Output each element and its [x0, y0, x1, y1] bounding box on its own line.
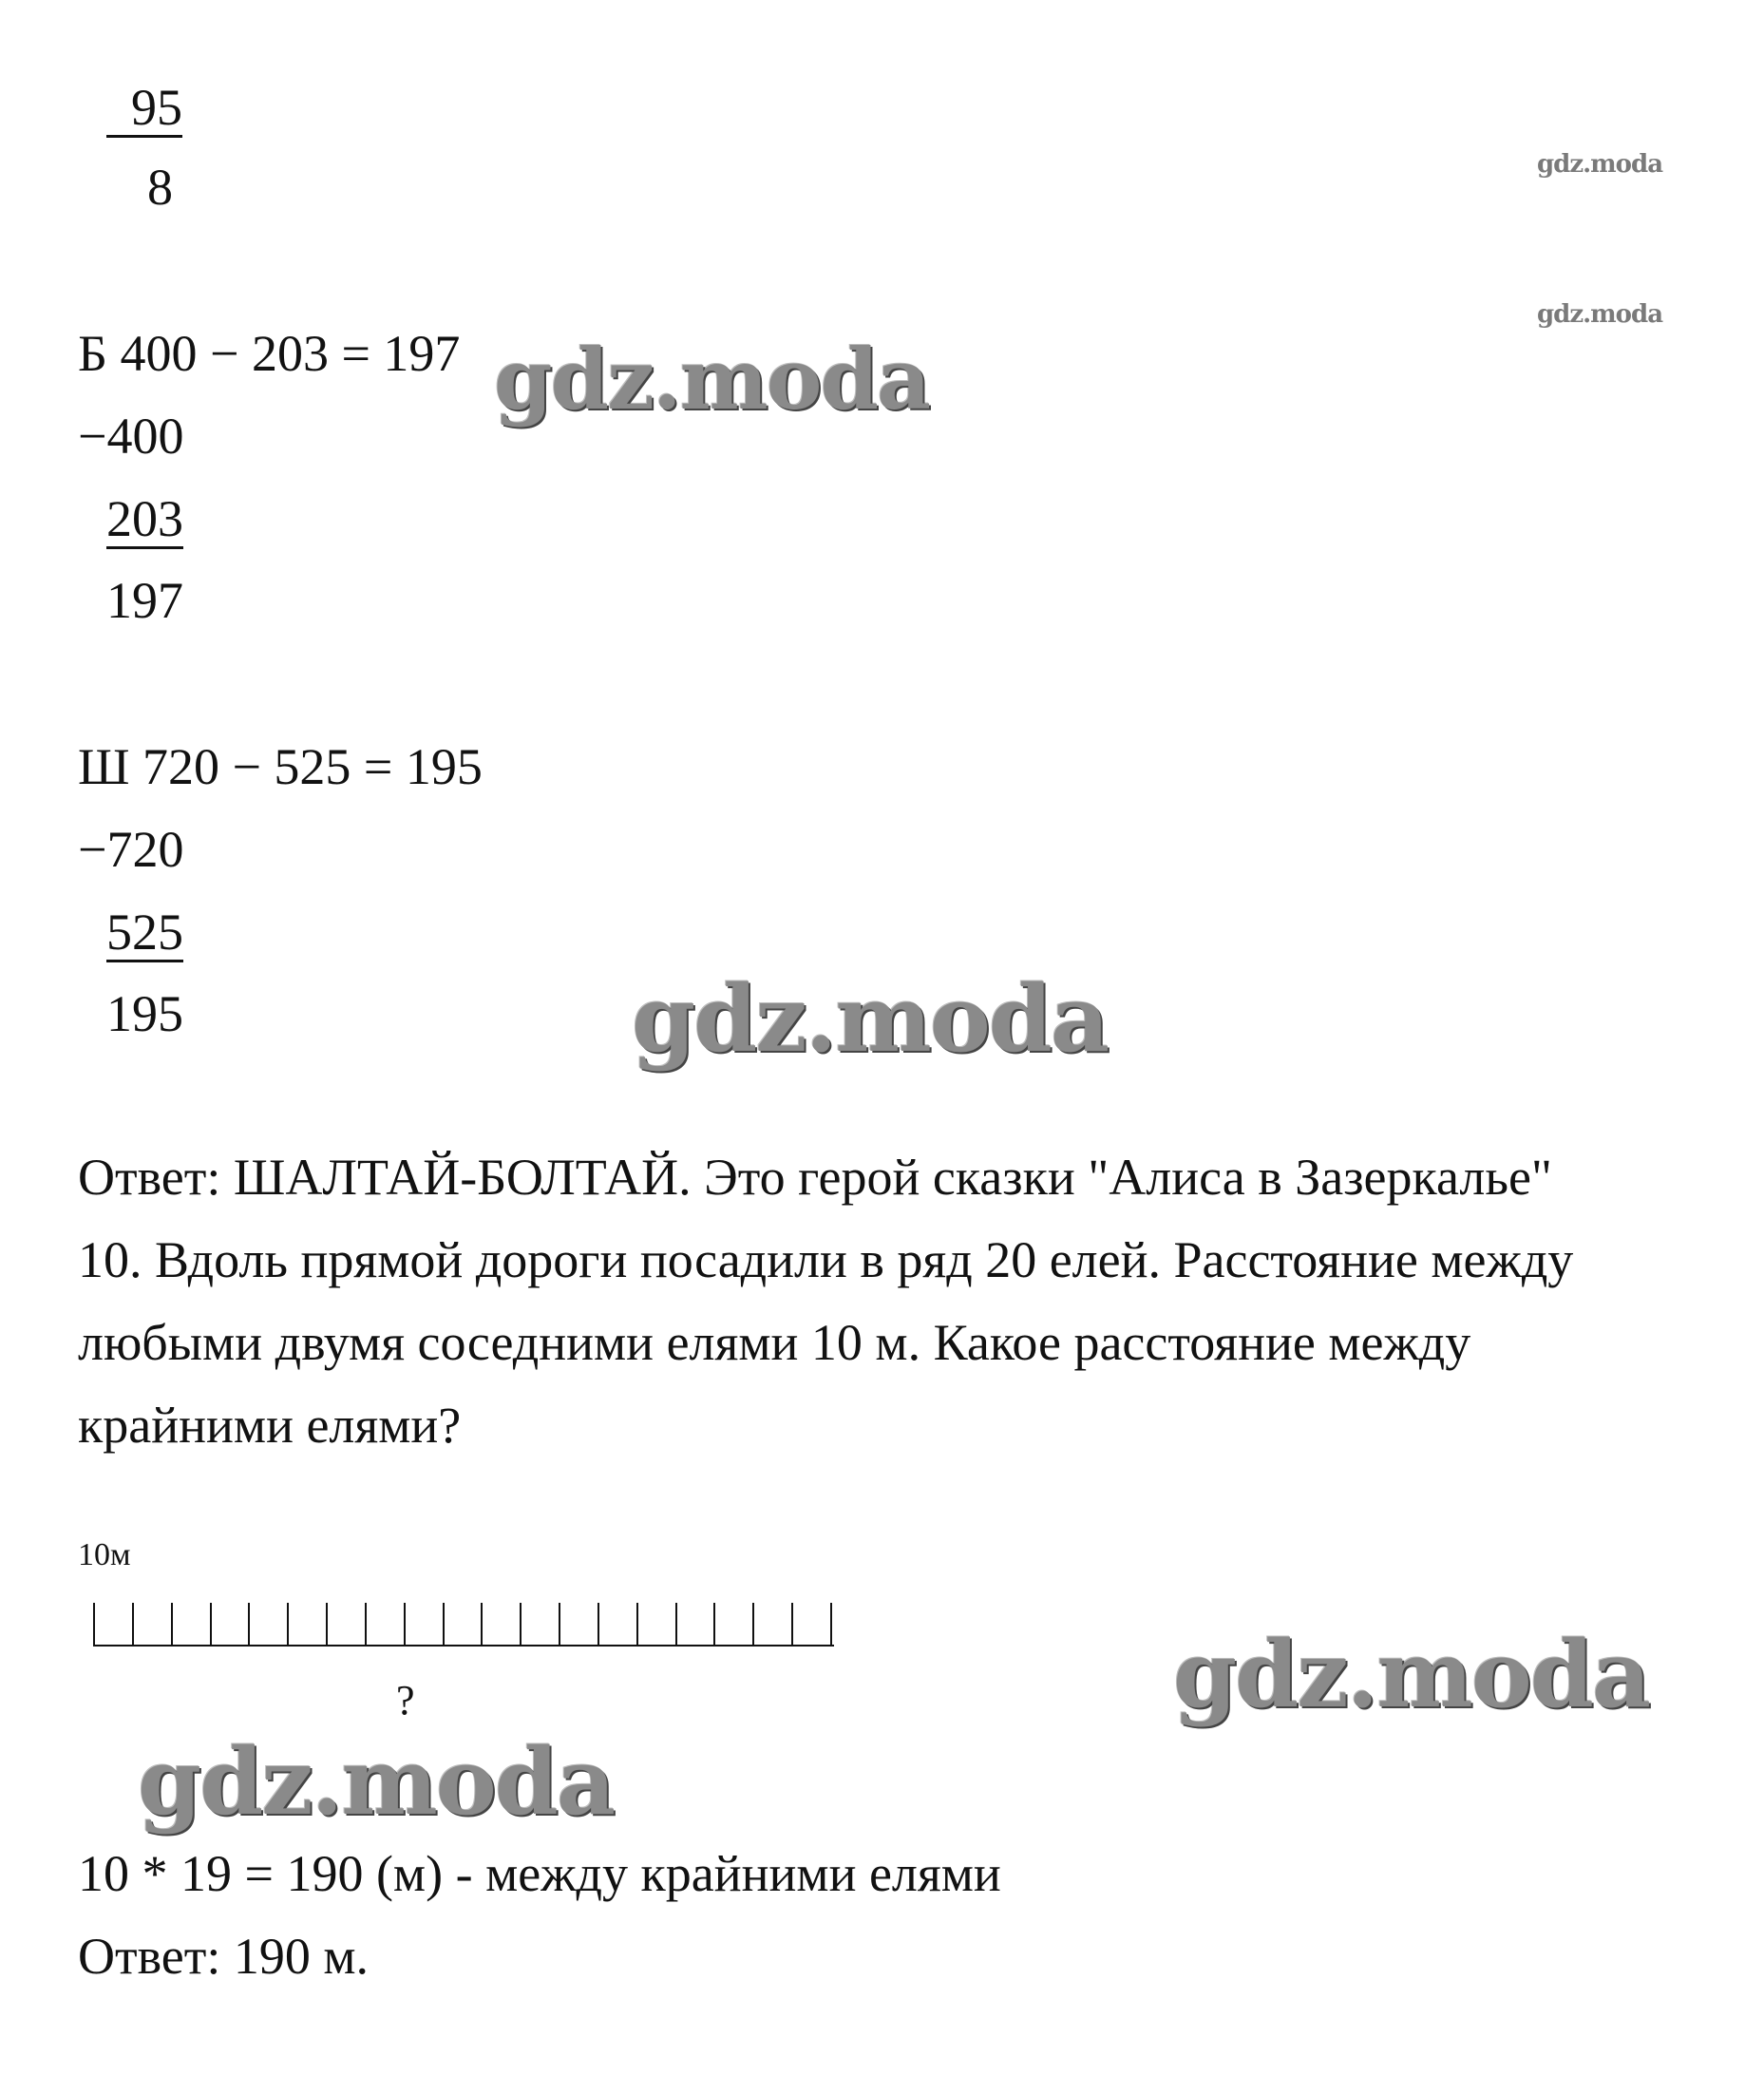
calc-b-minuend: −400: [78, 408, 184, 465]
tree-tick: [559, 1603, 560, 1647]
tree-tick: [481, 1603, 483, 1647]
solution-line: 10 * 19 = 190 (м) - между крайними елями: [78, 1845, 1001, 1902]
answer-riddle: Ответ: ШАЛТАЙ-БОЛТАЙ. Это герой сказки "Алиса в Зазеркалье": [78, 1149, 1552, 1206]
final-answer: Ответ: 190 м.: [78, 1928, 370, 1985]
tree-tick: [791, 1603, 793, 1647]
watermark-small: gdz.moda: [1537, 300, 1663, 329]
problem-text-line: любыми двумя соседними елями 10 м. Какое расстояние между: [78, 1314, 1471, 1371]
watermark-logo: gdz.moda: [138, 1728, 615, 1836]
tree-tick: [597, 1603, 599, 1647]
calc-sh-equation: Ш 720 − 525 = 195: [78, 738, 483, 795]
tree-tick: [326, 1603, 328, 1647]
calc-top-result: 8: [147, 159, 173, 216]
tree-tick: [93, 1603, 95, 1647]
watermark-logo: gdz.moda: [494, 330, 930, 428]
tree-tick: [752, 1603, 754, 1647]
tree-tick: [404, 1603, 406, 1647]
problem-text-line: 10. Вдоль прямой дороги посадили в ряд 20 елей. Расстояние между: [78, 1231, 1574, 1288]
road-line: [93, 1645, 834, 1647]
tree-tick: [675, 1603, 677, 1647]
tree-tick: [636, 1603, 638, 1647]
tree-tick: [210, 1603, 212, 1647]
tree-tick: [171, 1603, 173, 1647]
calc-b-equation: Б 400 − 203 = 197: [78, 325, 461, 382]
tree-tick: [287, 1603, 289, 1647]
tree-tick: [830, 1603, 832, 1647]
segment-label: 10м: [78, 1537, 131, 1572]
tree-tick: [132, 1603, 134, 1647]
tree-tick: [248, 1603, 250, 1647]
tree-tick: [520, 1603, 522, 1647]
watermark-small: gdz.moda: [1537, 150, 1663, 179]
question-mark: ?: [396, 1677, 415, 1723]
watermark-logo: gdz.moda: [1173, 1621, 1650, 1728]
trees-diagram: [93, 1599, 834, 1647]
tree-tick: [443, 1603, 445, 1647]
watermark-logo: gdz.moda: [632, 965, 1109, 1073]
tree-tick: [713, 1603, 715, 1647]
calc-top-subtrahend: 95: [106, 81, 182, 138]
calc-sh-subtrahend: 525: [106, 904, 183, 961]
tree-tick: [365, 1603, 367, 1647]
problem-text-line: крайними елями?: [78, 1397, 462, 1454]
calc-sh-minuend: −720: [78, 821, 184, 878]
calc-b-subtrahend: 203: [106, 490, 183, 547]
calc-sh-result: 195: [106, 985, 183, 1042]
calc-b-result: 197: [106, 572, 183, 629]
